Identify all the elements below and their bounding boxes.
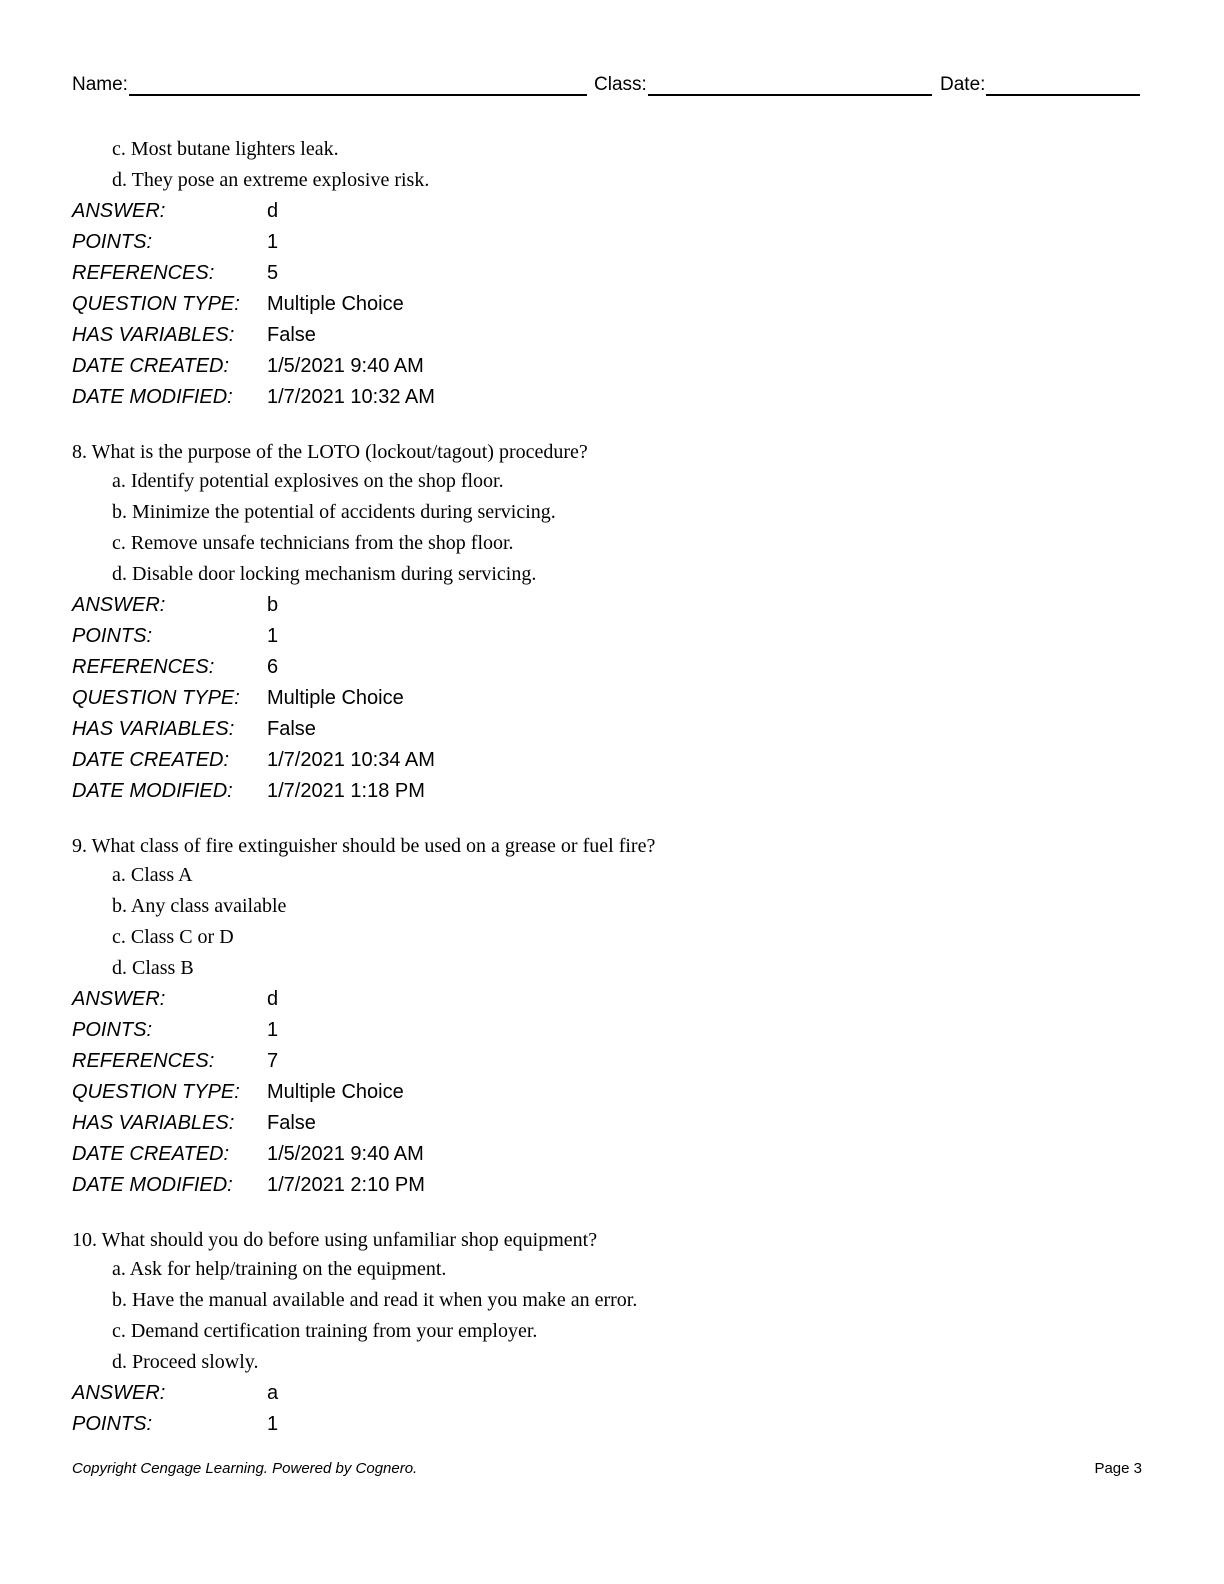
meta-key: DATE MODIFIED: bbox=[72, 386, 233, 408]
meta-row-has-variables bbox=[72, 1108, 1152, 1139]
meta-key: POINTS: bbox=[72, 231, 153, 253]
class-blank-line bbox=[648, 72, 932, 96]
meta-key: HAS VARIABLES: bbox=[72, 718, 235, 740]
meta-key: DATE MODIFIED: bbox=[72, 780, 233, 802]
meta-value: 1/7/2021 10:32 AM bbox=[267, 386, 435, 408]
meta-row-answer bbox=[72, 196, 1152, 227]
meta-value: Multiple Choice bbox=[267, 1081, 404, 1103]
meta-value: d bbox=[267, 988, 279, 1010]
meta-key: POINTS: bbox=[72, 1413, 153, 1435]
meta-key: QUESTION TYPE: bbox=[72, 687, 240, 709]
meta-value: 1 bbox=[267, 231, 279, 253]
meta-row-answer bbox=[72, 1378, 1152, 1409]
date-field bbox=[940, 72, 1140, 96]
meta-value: 1 bbox=[267, 1019, 279, 1041]
meta-value: 1 bbox=[267, 625, 279, 647]
meta-value: False bbox=[267, 324, 316, 346]
answer-option: b. Any class available bbox=[112, 895, 287, 917]
question-content bbox=[72, 134, 1152, 1440]
meta-row-points bbox=[72, 1409, 1152, 1440]
meta-value: 7 bbox=[267, 1050, 279, 1072]
meta-value: Multiple Choice bbox=[267, 687, 404, 709]
meta-value: 1/7/2021 1:18 PM bbox=[267, 780, 425, 802]
class-field bbox=[594, 72, 932, 96]
meta-key: REFERENCES: bbox=[72, 1050, 215, 1072]
meta-row-question-type bbox=[72, 1077, 1152, 1108]
date-label: Date: bbox=[940, 74, 986, 95]
question-block-10 bbox=[72, 1226, 1152, 1440]
meta-row-references bbox=[72, 652, 1152, 683]
copyright-text: Copyright Cengage Learning. Powered by Cognero. bbox=[72, 1460, 418, 1477]
meta-value: 1/7/2021 2:10 PM bbox=[267, 1174, 425, 1196]
answer-option: d. They pose an extreme explosive risk. bbox=[112, 169, 430, 191]
meta-key: HAS VARIABLES: bbox=[72, 324, 235, 346]
answer-option: c. Class C or D bbox=[112, 926, 234, 948]
meta-value: d bbox=[267, 200, 279, 222]
meta-row-points bbox=[72, 227, 1152, 258]
meta-row-answer bbox=[72, 984, 1152, 1015]
question-block-9 bbox=[72, 832, 1152, 1201]
meta-row-date-created bbox=[72, 1139, 1152, 1170]
answer-option: a. Identify potential explosives on the shop floor. bbox=[112, 470, 504, 492]
meta-value: 6 bbox=[267, 656, 279, 678]
meta-row-date-modified bbox=[72, 382, 1152, 413]
meta-value: 1 bbox=[267, 1413, 279, 1435]
answer-option: a. Class A bbox=[112, 864, 193, 886]
meta-row-question-type bbox=[72, 289, 1152, 320]
answer-option: b. Have the manual available and read it when you make an error. bbox=[112, 1289, 638, 1311]
meta-row-references bbox=[72, 258, 1152, 289]
meta-row-points bbox=[72, 1015, 1152, 1046]
name-field bbox=[72, 72, 587, 96]
meta-value: 1/7/2021 10:34 AM bbox=[267, 749, 435, 771]
meta-row-points bbox=[72, 621, 1152, 652]
meta-key: DATE CREATED: bbox=[72, 749, 230, 771]
meta-row-date-created bbox=[72, 351, 1152, 382]
meta-key: ANSWER: bbox=[72, 594, 166, 616]
meta-value: False bbox=[267, 1112, 316, 1134]
meta-row-has-variables bbox=[72, 320, 1152, 351]
question-block-8 bbox=[72, 438, 1152, 807]
question-text: 8. What is the purpose of the LOTO (lockout/tagout) procedure? bbox=[72, 441, 588, 463]
meta-key: POINTS: bbox=[72, 625, 153, 647]
meta-key: HAS VARIABLES: bbox=[72, 1112, 235, 1134]
meta-row-answer bbox=[72, 590, 1152, 621]
meta-key: ANSWER: bbox=[72, 988, 166, 1010]
meta-key: REFERENCES: bbox=[72, 262, 215, 284]
answer-option: d. Proceed slowly. bbox=[112, 1351, 259, 1373]
class-label: Class: bbox=[594, 74, 647, 95]
meta-row-date-modified bbox=[72, 1170, 1152, 1201]
answer-option: c. Demand certification training from your employer. bbox=[112, 1320, 538, 1342]
meta-value: Multiple Choice bbox=[267, 293, 404, 315]
meta-key: QUESTION TYPE: bbox=[72, 1081, 240, 1103]
date-blank-line bbox=[986, 72, 1140, 96]
meta-key: DATE CREATED: bbox=[72, 1143, 230, 1165]
meta-value: False bbox=[267, 718, 316, 740]
meta-row-date-modified bbox=[72, 776, 1152, 807]
meta-row-question-type bbox=[72, 683, 1152, 714]
page-number: Page 3 bbox=[1094, 1460, 1142, 1477]
meta-row-has-variables bbox=[72, 714, 1152, 745]
meta-key: QUESTION TYPE: bbox=[72, 293, 240, 315]
meta-value: 1/5/2021 9:40 AM bbox=[267, 355, 424, 377]
answer-option: c. Remove unsafe technicians from the shop floor. bbox=[112, 532, 514, 554]
answer-option: d. Class B bbox=[112, 957, 194, 979]
question-text: 10. What should you do before using unfamiliar shop equipment? bbox=[72, 1229, 598, 1251]
meta-key: DATE MODIFIED: bbox=[72, 1174, 233, 1196]
meta-value: 1/5/2021 9:40 AM bbox=[267, 1143, 424, 1165]
meta-key: ANSWER: bbox=[72, 200, 166, 222]
name-label: Name: bbox=[72, 74, 128, 95]
meta-key: ANSWER: bbox=[72, 1382, 166, 1404]
question-text: 9. What class of fire extinguisher should be used on a grease or fuel fire? bbox=[72, 835, 656, 857]
answer-option: c. Most butane lighters leak. bbox=[112, 138, 339, 160]
question-block-continued bbox=[72, 134, 1152, 413]
meta-value: 5 bbox=[267, 262, 279, 284]
meta-row-references bbox=[72, 1046, 1152, 1077]
meta-key: POINTS: bbox=[72, 1019, 153, 1041]
answer-option: d. Disable door locking mechanism during servicing. bbox=[112, 563, 537, 585]
answer-option: b. Minimize the potential of accidents during servicing. bbox=[112, 501, 556, 523]
meta-key: REFERENCES: bbox=[72, 656, 215, 678]
meta-row-date-created bbox=[72, 745, 1152, 776]
meta-value: a bbox=[267, 1382, 279, 1404]
page-header bbox=[72, 72, 1142, 98]
answer-option: a. Ask for help/training on the equipment. bbox=[112, 1258, 447, 1280]
name-blank-line bbox=[129, 72, 587, 96]
meta-key: DATE CREATED: bbox=[72, 355, 230, 377]
meta-value: b bbox=[267, 594, 279, 616]
